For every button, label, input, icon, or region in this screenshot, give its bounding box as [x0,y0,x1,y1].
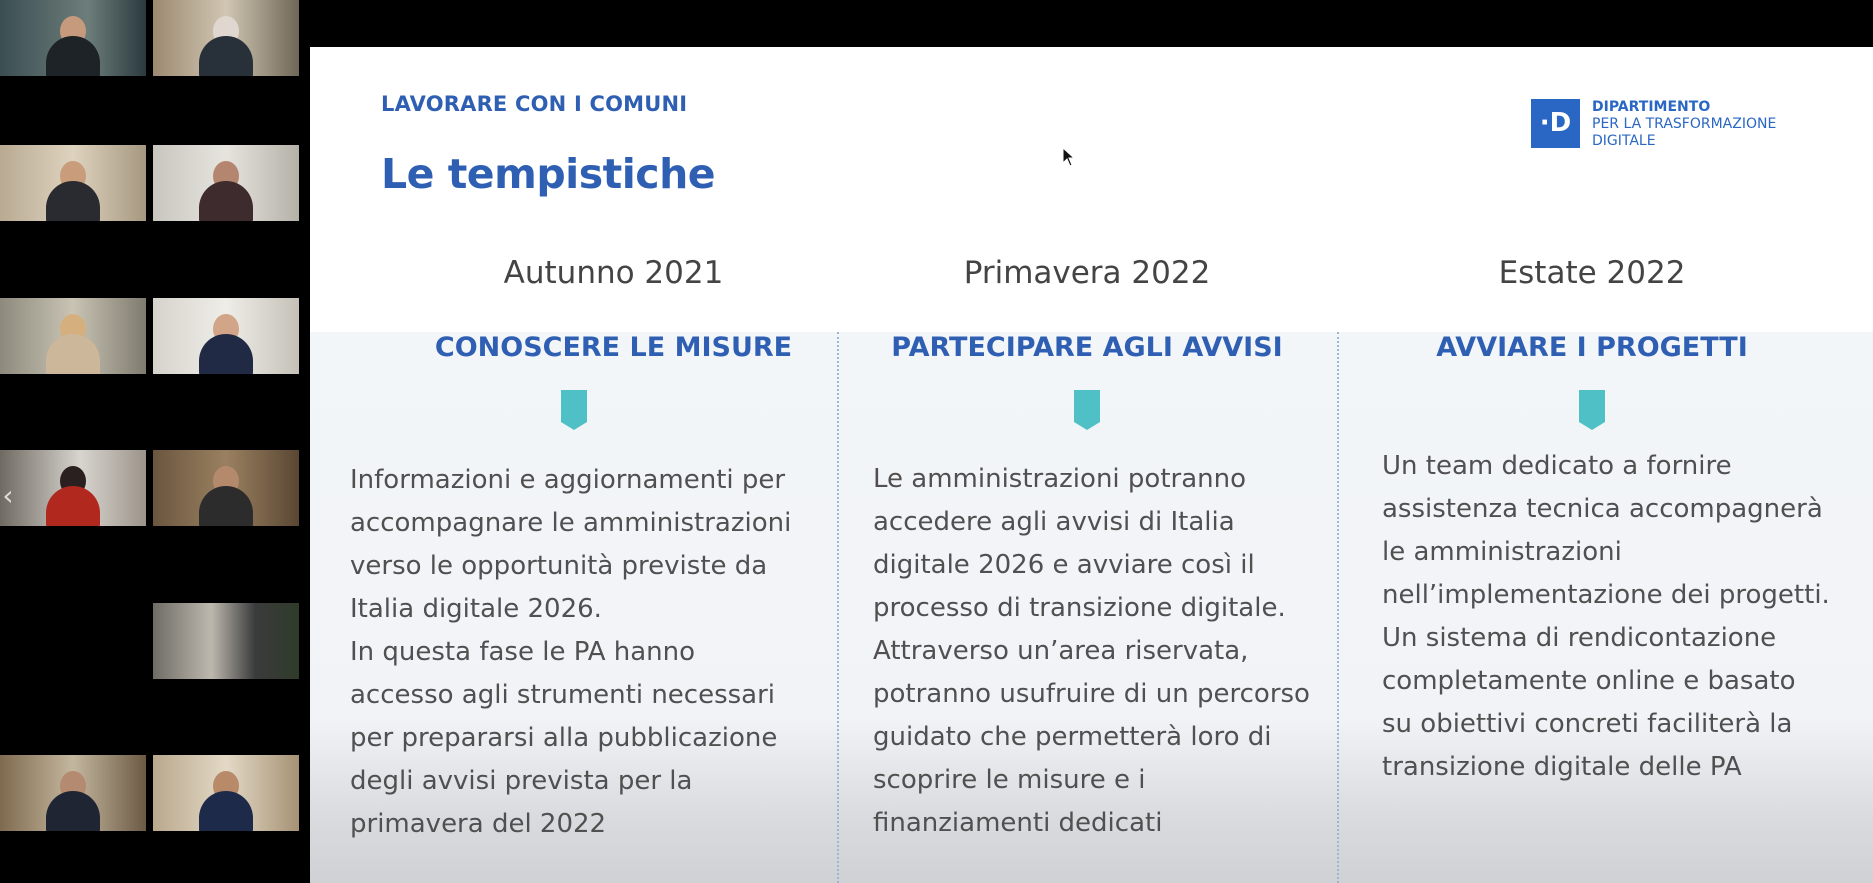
column-period: Estate 2022 [1498,255,1686,291]
logo-text-line: PER LA TRASFORMAZIONE [1592,116,1777,132]
bookmark-marker-icon [561,390,587,430]
timeline-column-spring [837,47,1337,883]
department-logo-icon: ·D [1531,99,1580,148]
column-description: Informazioni e aggiornamenti per accompagnare le amministrazioni verso le opportunità previste da Italia digitale 2026. In questa fase le PA hanno accesso agli strumenti necessari per prepararsi alla pubblicazione degli avvisi prevista per la primavera del 2022 [350,465,792,839]
participant-video-tile[interactable] [0,755,146,831]
column-period: Primavera 2022 [963,255,1211,291]
participant-video-tile[interactable] [0,298,146,374]
timeline-column-autumn [310,47,837,883]
participant-video-tile[interactable] [153,0,299,76]
column-description: Un team dedicato a fornire assistenza tecnica accompagnerà le amministrazioni nell’implementazione dei progetti. Un sistema di rendicontazione completamente online e basato su obiettivi concreti faciliterà la transizione digitale delle PA [1382,451,1830,782]
participant-video-tile[interactable] [0,603,146,679]
slide-kicker: LAVORARE CON I COMUNI [381,92,688,116]
column-description: Le amministrazioni potranno accedere agli avvisi di Italia digitale 2026 e avviare così il processo di transizione digitale. Attraverso un’area riservata, potranno usufruire di un percorso guidato che permetterà loro di scoprire le misure e i finanziamenti dedicati [873,464,1310,838]
bookmark-marker-icon [1074,390,1100,430]
participant-video-tile[interactable] [153,450,299,526]
logo-text-line: DIPARTIMENTO [1592,99,1711,115]
slide-title: Le tempistiche [381,150,716,198]
shared-presentation-slide [310,47,1873,883]
chevron-left-icon[interactable]: ‹ [2,479,14,512]
bookmark-marker-icon [1579,390,1605,430]
column-phase-title: PARTECIPARE AGLI AVVISI [891,332,1283,363]
participant-video-tile[interactable] [0,145,146,221]
column-phase-title: CONOSCERE LE MISURE [434,332,793,363]
participant-gallery [0,0,307,883]
participant-video-tile[interactable] [153,603,299,679]
timeline-column-summer [1337,47,1847,883]
column-period: Autunno 2021 [503,255,724,291]
participant-video-tile[interactable] [153,298,299,374]
column-phase-title: AVVIARE I PROGETTI [1436,332,1748,363]
participant-video-tile[interactable] [153,755,299,831]
participant-video-tile[interactable] [0,0,146,76]
participant-video-tile[interactable] [0,450,146,526]
participant-video-tile[interactable] [153,145,299,221]
logo-text-line: DIGITALE [1592,133,1656,149]
